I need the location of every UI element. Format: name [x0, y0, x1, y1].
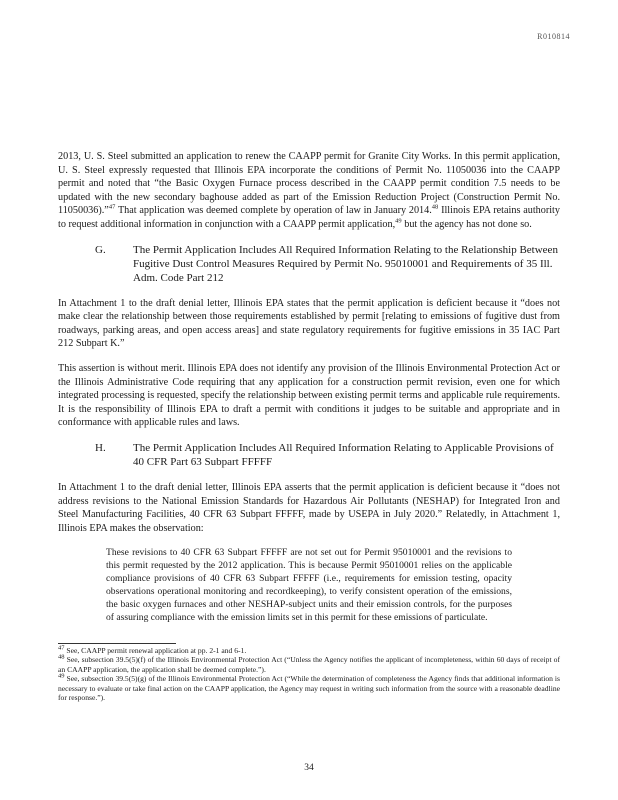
paragraph-renewal-application [58, 150, 560, 232]
footnotes [58, 646, 560, 702]
footnote-text: See, CAAPP permit renewal application at pp. 2-1 and 6-1. [66, 646, 247, 655]
paragraph-attachment-fugitive: In Attachment 1 to the draft denial letter, Illinois EPA states that the permit application is deficient because it “does not make clear the relationship between those requirements established by permit [relating to emissions of fugitive dust from roadways, parking areas, and open access areas] and state regulatory requirements for fugitive emissions in 35 IAC Part 212 Subpart K.” [58, 297, 560, 350]
footnote-number: 48 [58, 653, 65, 661]
paragraph-attachment-neshap: In Attachment 1 to the draft denial letter, Illinois EPA asserts that the permit application is deficient because it “does not address revisions to the National Emission Standards for Hazardous Air Pollutants (NESHAP) for Integrated Iron and Steel Manufacturing Facilities, 40 CFR 63 Subpart FFFFF, made by USEPA in July 2020.” Relatedly, in Attachment 1, Illinois EPA makes the observation: [58, 481, 560, 534]
document-body [58, 150, 560, 635]
document-id: R010814 [537, 32, 570, 41]
footnote-48 [58, 655, 560, 674]
paragraph-text: but the agency has not done so. [401, 218, 532, 230]
paragraph-text: Illinois EPA retains authority to request additional information in conjunction with a CAAPP permit application, [58, 205, 560, 230]
footnote-ref-48[interactable]: 48 [431, 203, 439, 211]
footnote-divider [58, 643, 176, 644]
footnote-number: 49 [58, 672, 65, 680]
footnote-47 [58, 646, 560, 655]
paragraph-text: 2013, U. S. Steel submitted an application to renew the CAAPP permit for Granite City Works. In this permit application, U. S. Steel expressly requested that Illinois EPA incorporate the conditions of Permit No. 11050036 into the CAAPP permit and noted that “the Basic Oxygen Furnace process described in the CAAPP permit condition 7.5 needs to be updated with the new secondary baghouse added as part of the Emission Reduction Project (Construction Permit No. 11050036).” [58, 151, 560, 217]
paragraph-text: That application was deemed complete by operation of law in January 2014. [115, 205, 432, 217]
section-letter: H. [95, 441, 106, 454]
block-quote: These revisions to 40 CFR 63 Subpart FFFFF are not set out for Permit 95010001 and the revisions to this permit requested by the 2012 application. This is because Permit 95010001 relies on the applicable compliance provisions of 40 CFR 63 Subpart FFFFF (i.e., requirements for emission testing, opacity observations operational monitoring and recordkeeping), to verify consistent operation of the emissions, the basic oxygen furnaces and other NESHAP-subject units and their emission controls, for the purposes of assuring compliance with the emission limits set in this permit for these emissions of particulate. [106, 547, 512, 624]
section-letter: G. [95, 243, 106, 256]
section-title: The Permit Application Includes All Required Information Relating to Applicable Provisions of 40 CFR Part 63 Subpart FFFFF [133, 441, 554, 468]
footnote-ref-47[interactable]: 47 [108, 203, 116, 211]
footnote-text: See, subsection 39.5(5)(f) of the Illinois Environmental Protection Act (“Unless the Agency notifies the applicant of incompleteness, within 60 days of receipt of an CAAPP application, the application shall be deemed complete.”). [58, 655, 560, 674]
paragraph-assertion: This assertion is without merit. Illinois EPA does not identify any provision of the Illinois Environmental Protection Act or the Illinois Administrative Code requiring that any application for a construction permit revision, even one for which integrated processing is requested, specify the relationship between existing permit terms and applicable rule requirements. It is the responsibility of Illinois EPA to draft a permit with conditions it judges to be suitable and appropriate and in conformance with applicable rules and laws. [58, 362, 560, 429]
footnote-ref-49[interactable]: 49 [395, 217, 402, 225]
page-number: 34 [304, 763, 314, 773]
section-heading-g [58, 243, 560, 285]
section-heading-h [58, 441, 560, 469]
section-title: The Permit Application Includes All Required Information Relating to the Relationship Between Fugitive Dust Control Measures Required by Permit No. 95010001 and Requirements of 35 Ill. Adm. Code Part 212 [133, 243, 558, 284]
footnote-text: See, subsection 39.5(5)(g) of the Illinois Environmental Protection Act (“While the determination of completeness the Agency finds that additional information is necessary to evaluate or take final action on the CAAPP application, the Agency may request in writing such information from the source with a reasonable deadline for response.”). [58, 674, 560, 703]
footnote-49 [58, 674, 560, 702]
footnote-number: 47 [58, 644, 65, 652]
